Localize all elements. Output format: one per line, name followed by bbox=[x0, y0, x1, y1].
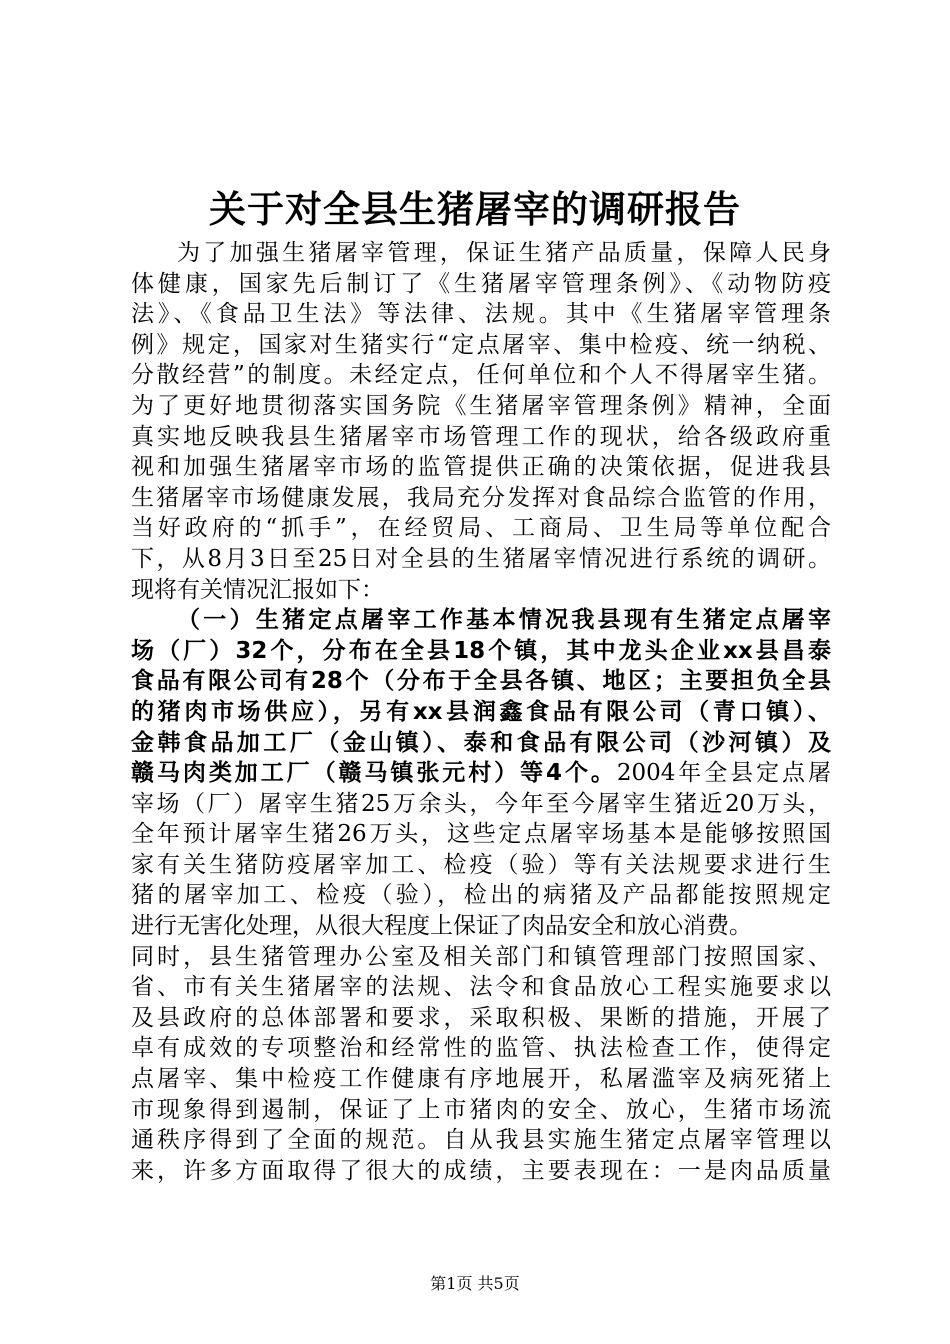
text-line: 下，从8月3日至25日对全县的生猪屠宰情况进行系统的调研。 bbox=[131, 545, 831, 572]
text-line: 当好政府的“抓手”，在经贸局、工商局、卫生局等单位配合 bbox=[131, 515, 831, 542]
text-line: 为了更好地贯彻落实国务院《生猪屠宰管理条例》精神，全面 bbox=[131, 392, 831, 419]
text-line: 视和加强生猪屠宰市场的监管提供正确的决策依据，促进我县 bbox=[131, 454, 831, 481]
text-line: 来，许多方面取得了很大的成绩，主要表现在：一是肉品质量 bbox=[131, 1157, 831, 1184]
text-line: 例》规定，国家对生猪实行“定点屠宰、集中检疫、统一纳税、 bbox=[131, 331, 831, 358]
text-line: 家有关生猪防疫屠宰加工、检疫（验）等有关法规要求进行生 bbox=[131, 851, 831, 878]
text-line: 进行无害化处理，从很大程度上保证了肉品安全和放心消费。 bbox=[131, 913, 752, 940]
text-line: 全年预计屠宰生猪26万头，这些定点屠宰场基本是能够按照国 bbox=[131, 821, 831, 848]
text-line: 真实地反映我县生猪屠宰市场管理工作的现状，给各级政府重 bbox=[131, 423, 831, 450]
document-body bbox=[131, 238, 831, 1186]
text-line: 同时，县生猪管理办公室及相关部门和镇管理部门按照国家、 bbox=[131, 943, 831, 970]
text-line: 生猪屠宰市场健康发展，我局充分发挥对食品综合监管的作用， bbox=[131, 484, 831, 511]
text-line: 为了加强生猪屠宰管理，保证生猪产品质量，保障人民身 bbox=[177, 240, 831, 266]
text-line: 分散经营”的制度。未经定点，任何单位和个人不得屠宰生猪。 bbox=[131, 362, 831, 389]
text-line: 食品有限公司有28个（分布于全县各镇、地区；主要担负全县 bbox=[131, 668, 831, 695]
text-line: 猪的屠宰加工、检疫（验），检出的病猪及产品都能按照规定 bbox=[131, 882, 831, 909]
text-line: （一）生猪定点屠宰工作基本情况我县现有生猪定点屠宰 bbox=[177, 607, 831, 634]
text-line: 金韩食品加工厂（金山镇）、泰和食品有限公司（沙河镇）及 bbox=[131, 729, 831, 756]
text-line: 卓有成效的专项整治和经常性的监管、执法检查工作，使得定 bbox=[131, 1035, 831, 1062]
document-title: 关于对全县生猪屠宰的调研报告 bbox=[209, 187, 741, 231]
text-line: 法》、《食品卫生法》等法律、法规。其中《生猪屠宰管理条 bbox=[131, 301, 831, 328]
text-line: 省、市有关生猪屠宰的法规、法令和食品放心工程实施要求以 bbox=[131, 974, 831, 1001]
text-line: 场（厂）32个，分布在全县18个镇，其中龙头企业xx县昌泰 bbox=[131, 637, 831, 664]
text-line: 的猪肉市场供应），另有xx县润鑫食品有限公司（青口镇）、 bbox=[131, 698, 831, 725]
text-line: 宰场（厂）屠宰生猪25万余头，今年至今屠宰生猪近20万头， bbox=[131, 790, 831, 817]
text-line: 市现象得到遏制，保证了上市猪肉的安全、放心，生猪市场流 bbox=[131, 1096, 831, 1123]
text-line: 点屠宰、集中检疫工作健康有序地展开，私屠滥宰及病死猪上 bbox=[131, 1066, 831, 1093]
text-line: 通秩序得到了全面的规范。自从我县实施生猪定点屠宰管理以 bbox=[131, 1127, 831, 1154]
text-line: 现将有关情况汇报如下： bbox=[131, 576, 384, 603]
text-line: 及县政府的总体部署和要求，采取积极、果断的措施，开展了 bbox=[131, 1004, 831, 1031]
text-line: 赣马肉类加工厂（赣马镇张元村）等4个。2004年全县定点屠 bbox=[131, 760, 831, 787]
text-line: 体健康，国家先后制订了《生猪屠宰管理条例》、《动物防疫 bbox=[131, 270, 831, 297]
page-footer: 第1页 共5页 bbox=[430, 1274, 520, 1293]
